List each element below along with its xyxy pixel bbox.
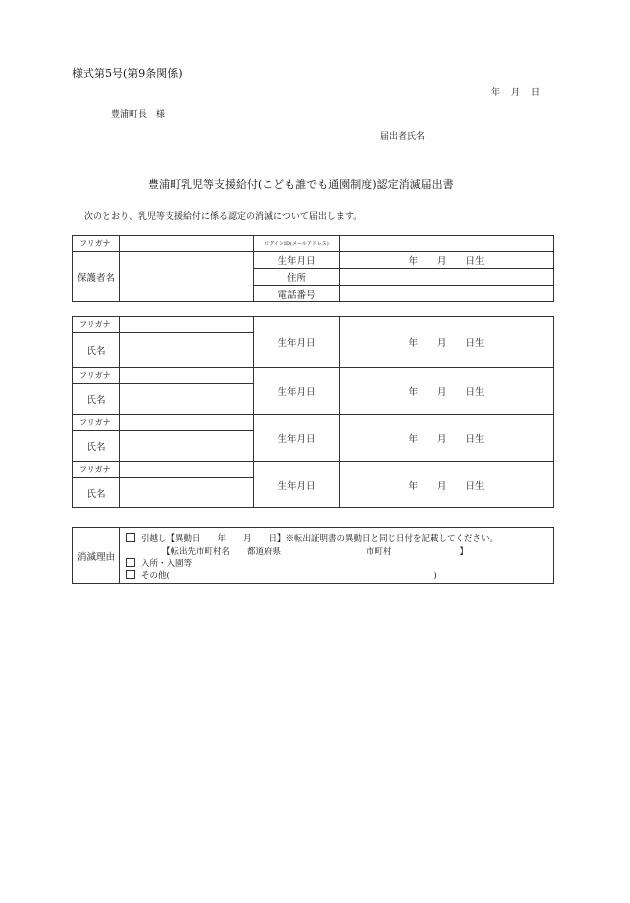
- login-id-field[interactable]: [340, 236, 554, 252]
- child-birth-value: 年 月 日生: [408, 434, 485, 445]
- addressee: 豊浦町長 様: [111, 110, 166, 120]
- children-table: [72, 316, 554, 508]
- child-birth-label: 生年月日: [254, 415, 340, 462]
- date-line: [491, 85, 540, 98]
- move-checkbox[interactable]: [126, 533, 135, 542]
- child-name-field[interactable]: [120, 333, 254, 368]
- child-name-label: 氏名: [73, 431, 120, 462]
- guardian-furigana-field[interactable]: [120, 236, 254, 252]
- date-year: 年: [491, 88, 501, 98]
- reason-option-move: [126, 532, 498, 544]
- guardian-birth-field[interactable]: [340, 252, 554, 269]
- child-birth-value: 年 月 日生: [408, 338, 485, 349]
- child-name-field[interactable]: [120, 384, 254, 415]
- document-title: 豊浦町乳児等支援給付(こども誰でも通園制度)認定消滅届出書: [148, 178, 454, 191]
- child-name-field[interactable]: [120, 431, 254, 462]
- reason-option-other: [126, 569, 437, 581]
- reason-enrollment-text: 入所・入園等: [141, 559, 193, 569]
- form-number: 様式第5号(第9条関係): [72, 67, 183, 80]
- guardian-table: [72, 235, 554, 302]
- child-birth-label: 生年月日: [254, 317, 340, 368]
- reason-label: 消滅理由: [73, 528, 120, 584]
- child-furigana-label: フリガナ: [73, 317, 120, 333]
- child-birth-label: 生年月日: [254, 462, 340, 508]
- reason-options: [120, 528, 554, 584]
- guardian-furigana-label: フリガナ: [73, 236, 120, 252]
- reason-move-text: 引越し【異動日 年 月 日】※転出証明書の異動日と同じ日付を記載してください。: [141, 534, 499, 544]
- guardian-name-field[interactable]: [120, 252, 254, 302]
- guardian-phone-label: 電話番号: [254, 286, 340, 302]
- child-birth-value: 年 月 日生: [408, 387, 485, 398]
- child-furigana-label: フリガナ: [73, 462, 120, 478]
- child-furigana-field[interactable]: [120, 415, 254, 431]
- child-furigana-field[interactable]: [120, 462, 254, 478]
- child-furigana-field[interactable]: [120, 317, 254, 333]
- guardian-phone-field[interactable]: [340, 286, 554, 302]
- reason-option-enrollment: [126, 557, 192, 569]
- child-furigana-field[interactable]: [120, 368, 254, 384]
- intro-text: 次のとおり、乳児等支援給付に係る認定の消滅について届出します。: [84, 212, 363, 222]
- other-checkbox[interactable]: [126, 570, 135, 579]
- guardian-name-label: 保護者名: [73, 252, 120, 302]
- guardian-address-label: 住所: [254, 269, 340, 286]
- child-name-field[interactable]: [120, 478, 254, 508]
- child-birth-value: 年 月 日生: [408, 480, 485, 492]
- guardian-birth-value: 年 月 日生: [408, 256, 485, 267]
- child-birth-field[interactable]: [340, 368, 554, 415]
- enrollment-checkbox[interactable]: [126, 558, 135, 567]
- child-furigana-label: フリガナ: [73, 368, 120, 384]
- reason-other-text: その他( ): [141, 571, 437, 581]
- child-birth-field[interactable]: [340, 317, 554, 368]
- date-month: 月: [511, 88, 521, 98]
- date-day: 日: [531, 88, 541, 98]
- child-birth-field[interactable]: [340, 415, 554, 462]
- child-name-label: 氏名: [73, 333, 120, 368]
- guardian-birth-label: 生年月日: [254, 252, 340, 269]
- child-birth-field[interactable]: [340, 462, 554, 508]
- reason-table: [72, 527, 554, 584]
- child-name-label: 氏名: [73, 478, 120, 508]
- login-id-label: ログインID(メールアドレス): [254, 236, 340, 252]
- reason-move-destination: 【転出先市町村名 都道府県 市町村 】: [162, 547, 469, 557]
- applicant-name-label: 届出者氏名: [380, 132, 426, 142]
- guardian-address-field[interactable]: [340, 269, 554, 286]
- child-name-label: 氏名: [73, 384, 120, 415]
- child-furigana-label: フリガナ: [73, 415, 120, 431]
- child-birth-label: 生年月日: [254, 368, 340, 415]
